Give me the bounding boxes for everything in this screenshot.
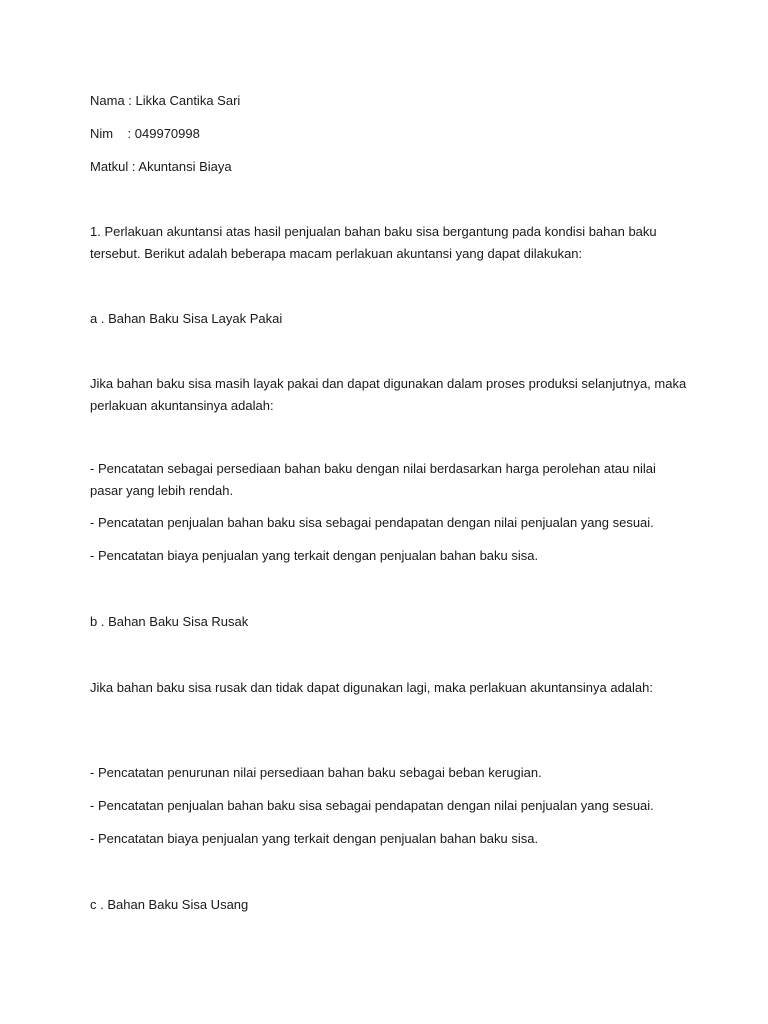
section-b-paragraph: Jika bahan baku sisa rusak dan tidak dapat digunakan lagi, maka perlakuan akuntansinya adalah:: [90, 680, 653, 695]
section-b-item-1: - Pencatatan penurunan nilai persediaan bahan baku sebagai beban kerugian.: [90, 765, 542, 780]
section-a-paragraph: Jika bahan baku sisa masih layak pakai dan dapat digunakan dalam proses produksi selanjutnya, maka perlakuan akuntansinya adalah:: [90, 376, 690, 413]
section-a-item-3: - Pencatatan biaya penjualan yang terkait dengan penjualan bahan baku sisa.: [90, 548, 539, 563]
section-a-item-2: - Pencatatan penjualan bahan baku sisa sebagai pendapatan dengan nilai penjualan yang sesuai.: [90, 515, 654, 530]
section-c-heading: c . Bahan Baku Sisa Usang: [90, 897, 249, 912]
section-a-item-1: - Pencatatan sebagai persediaan bahan baku dengan nilai berdasarkan harga perolehan atau nilai pasar yang lebih rendah.: [90, 461, 660, 498]
section-b-item-3: - Pencatatan biaya penjualan yang terkait dengan penjualan bahan baku sisa.: [90, 831, 539, 846]
course-name: Matkul : Akuntansi Biaya: [90, 159, 232, 174]
intro-paragraph: 1. Perlakuan akuntansi atas hasil penjualan bahan baku sisa bergantung pada kondisi bahan baku tersebut. Berikut adalah beberapa macam perlakuan akuntansi yang dapat dilakukan:: [90, 224, 661, 261]
section-b-heading: b . Bahan Baku Sisa Rusak: [90, 614, 249, 629]
section-a-heading: a . Bahan Baku Sisa Layak Pakai: [90, 311, 283, 326]
student-name: Nama : Likka Cantika Sari: [90, 93, 241, 108]
student-id: Nim : 049970998: [90, 126, 200, 141]
section-b-item-2: - Pencatatan penjualan bahan baku sisa sebagai pendapatan dengan nilai penjualan yang sesuai.: [90, 798, 654, 813]
